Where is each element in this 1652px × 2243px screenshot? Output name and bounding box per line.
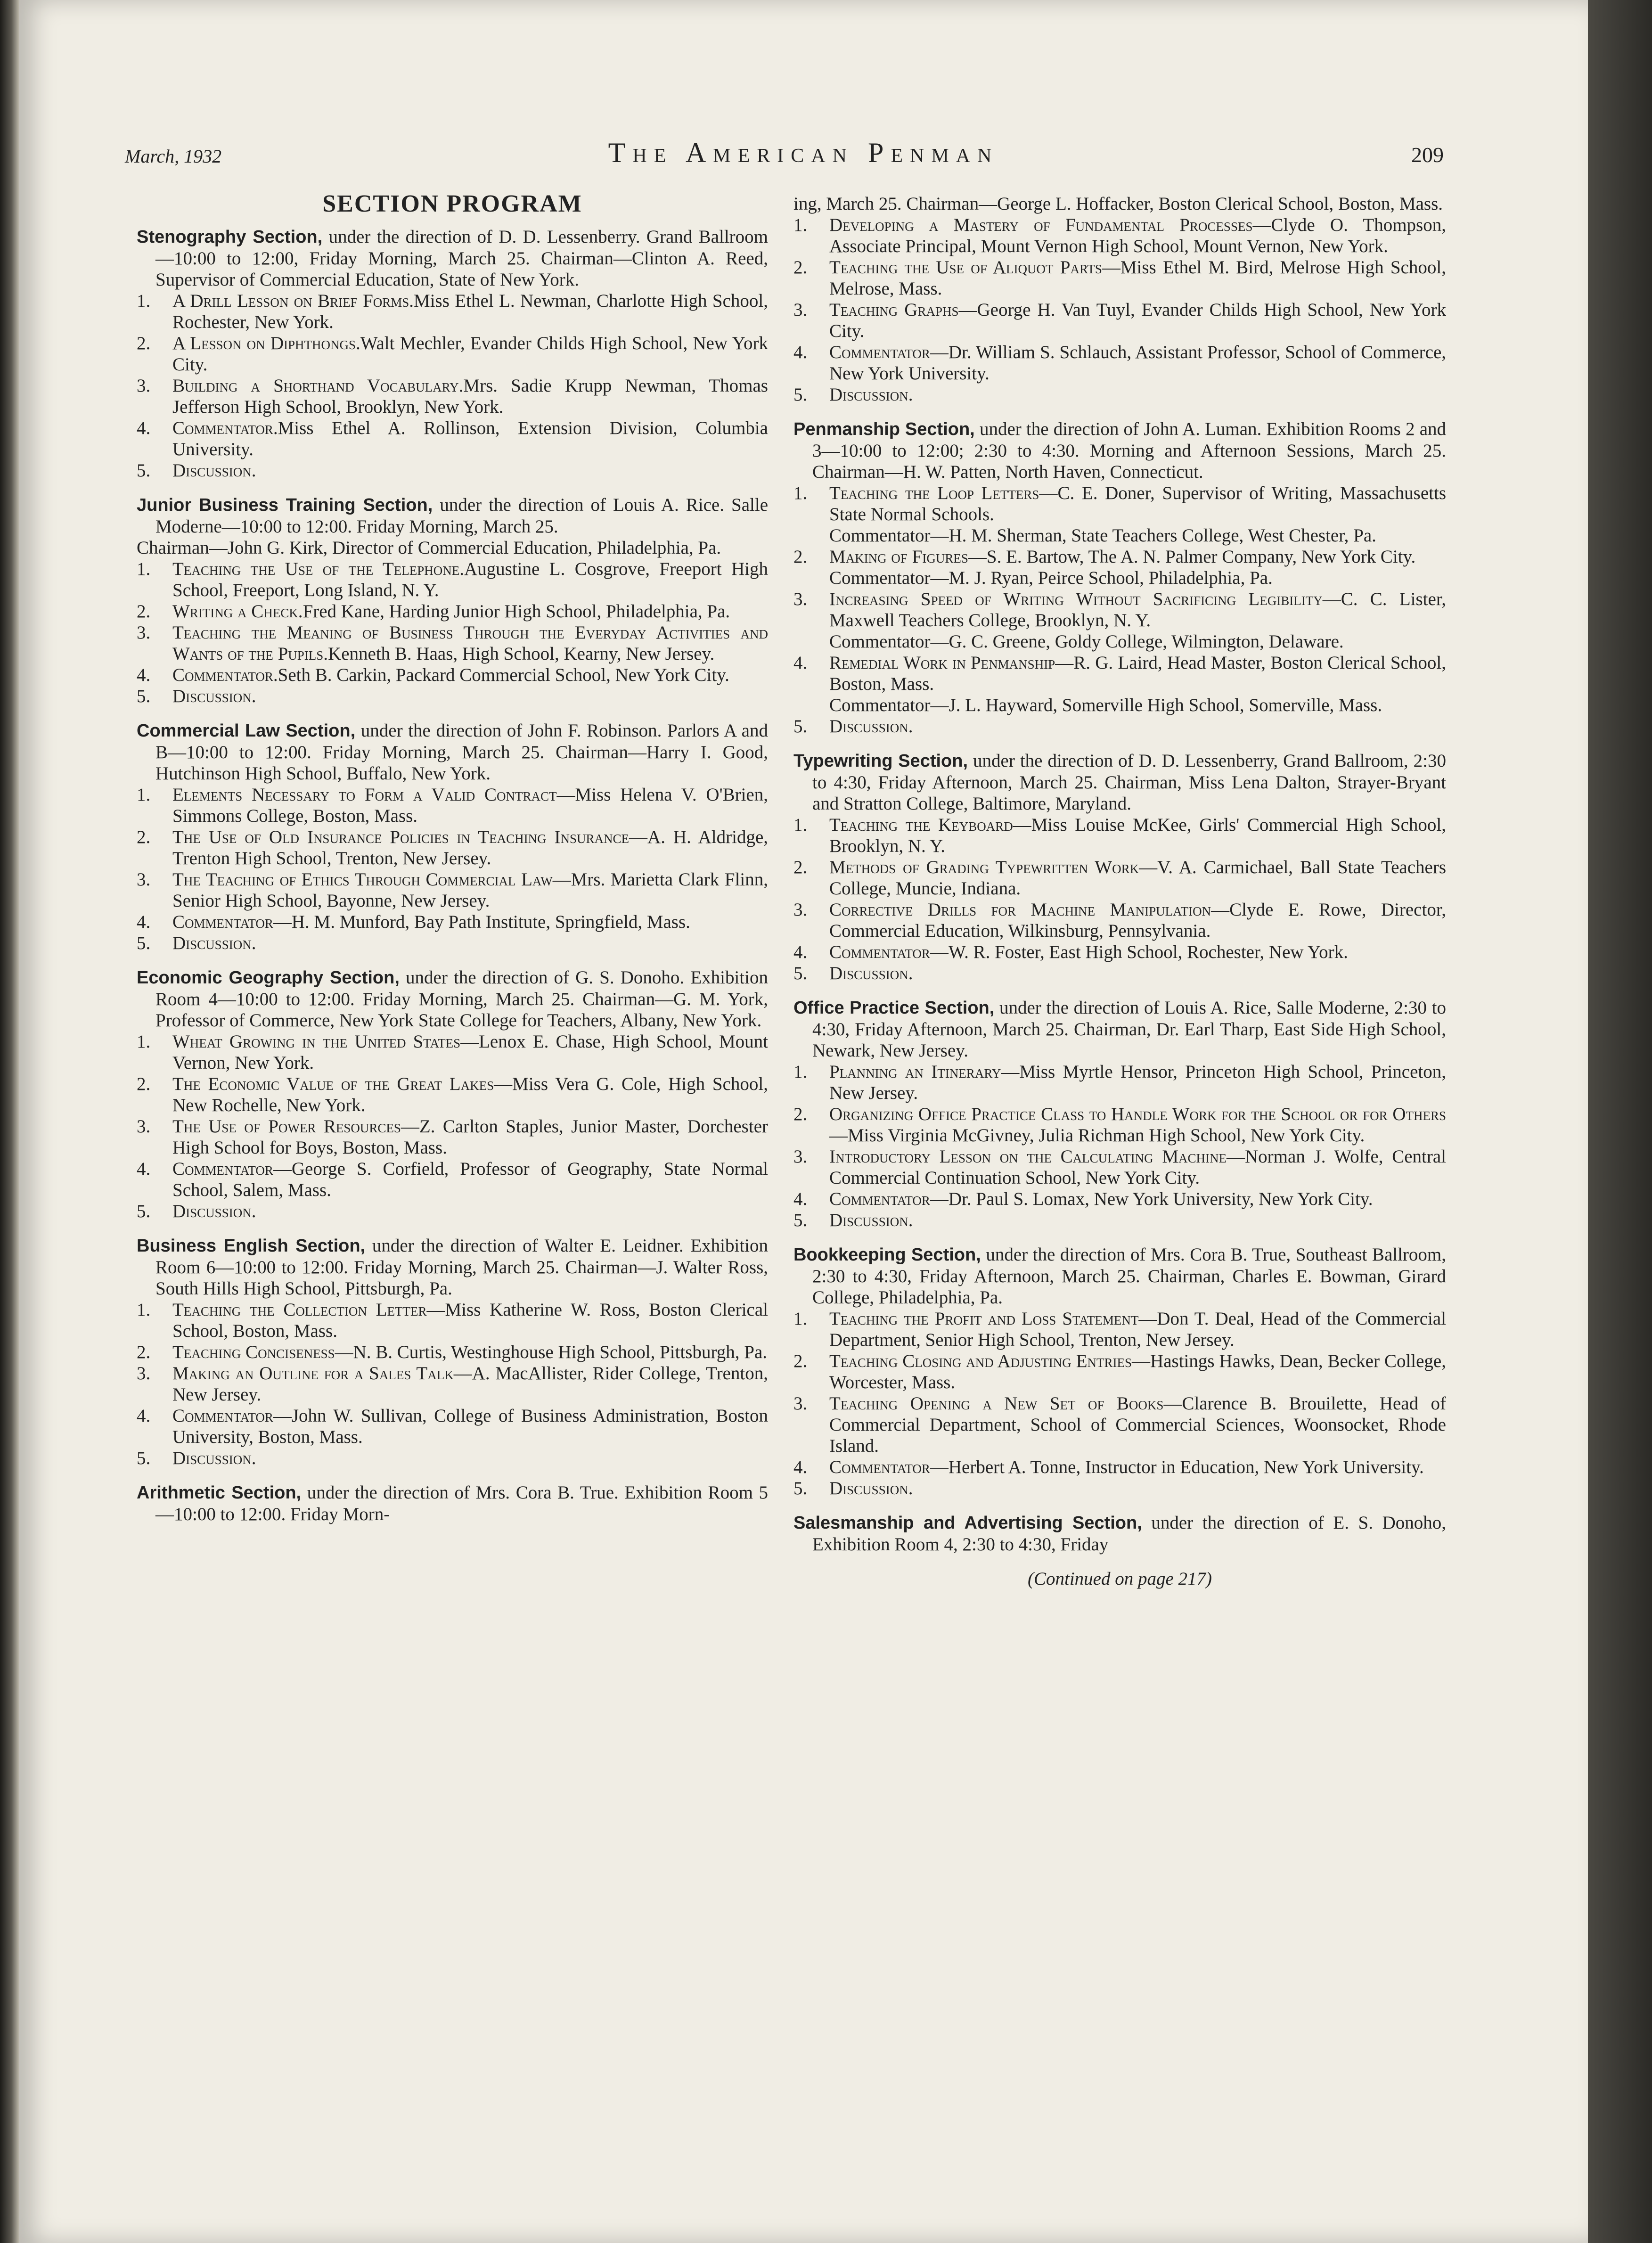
section-description: under the direction of E. S. Donoho, Exhibition Room 4, 2:30 to 4:30, Friday bbox=[812, 1513, 1447, 1555]
left-column bbox=[137, 190, 769, 1538]
section-items bbox=[137, 1299, 768, 1469]
section-description: under the direction of D. D. Lessenberry, Grand Ballroom, 2:30 to 4:30, Friday Afternoon, March 25. Chairman, Miss Lena Dalton, Strayer-Bryant and Stratton College, Baltimore, Maryland. bbox=[812, 751, 1447, 814]
program-item bbox=[793, 1146, 1446, 1188]
program-item bbox=[793, 257, 1446, 299]
item-details: —Miss Vera G. Cole, High School, New Rochelle, New York. bbox=[172, 1074, 768, 1115]
program-item bbox=[793, 941, 1446, 963]
section-description: under the direction of John F. Robinson. Parlors A and B—10:00 to 12:00. Friday Morning, March 25. Chairman—Harry I. Good, Hutchinson High School, Buffalo, New York. bbox=[155, 720, 768, 784]
item-topic: Teaching the Meaning of Business Through the Everyday Activities and Wants of the Pupils. bbox=[172, 622, 768, 664]
program-section bbox=[793, 1244, 1446, 1499]
item-number: 4. bbox=[793, 342, 808, 362]
section-title: Salesmanship and Advertising Section, bbox=[793, 1513, 1142, 1533]
item-number: 2. bbox=[137, 1342, 151, 1362]
program-section bbox=[793, 750, 1446, 984]
item-number: 3. bbox=[793, 589, 808, 609]
item-number: 5. bbox=[137, 933, 151, 953]
item-number: 3. bbox=[137, 622, 151, 643]
item-number: 2. bbox=[793, 1104, 808, 1124]
item-topic: The Teaching of Ethics Through Commercial Law bbox=[172, 869, 553, 890]
program-section bbox=[137, 720, 768, 954]
item-number: 3. bbox=[793, 1393, 808, 1414]
item-number: 5. bbox=[793, 1210, 808, 1230]
item-number: 5. bbox=[137, 460, 151, 481]
item-number: 2. bbox=[793, 857, 808, 877]
item-number: 4. bbox=[793, 1457, 808, 1477]
item-details: —A. H. Aldridge, Trenton High School, Trenton, New Jersey. bbox=[172, 827, 769, 868]
item-topic: Commentator. bbox=[172, 418, 278, 438]
running-head bbox=[19, 137, 1588, 179]
item-number: 4. bbox=[137, 418, 151, 438]
item-details: Walt Mechler, Evander Childs High School, New York City. bbox=[172, 333, 768, 375]
program-item bbox=[137, 911, 768, 933]
program-item bbox=[137, 933, 768, 954]
item-number: 3. bbox=[793, 300, 808, 320]
item-number: 2. bbox=[137, 333, 151, 353]
program-item bbox=[793, 1308, 1446, 1351]
program-section bbox=[137, 1482, 768, 1525]
item-details: —Miss Helena V. O'Brien, Simmons College, Boston, Mass. bbox=[172, 785, 768, 826]
section-title: Junior Business Training Section, bbox=[137, 495, 433, 515]
section-items bbox=[137, 1031, 768, 1222]
item-number: 2. bbox=[137, 1074, 151, 1094]
program-item bbox=[137, 333, 768, 375]
item-topic: Teaching the Use of Aliquot Parts bbox=[829, 257, 1102, 278]
section-intro bbox=[137, 226, 768, 290]
item-topic: Discussion. bbox=[172, 1201, 256, 1221]
continued-note: (Continued on page 217) bbox=[1027, 1569, 1212, 1589]
item-details: —Hastings Hawks, Dean, Becker College, Worcester, Mass. bbox=[829, 1351, 1446, 1392]
item-number: 5. bbox=[793, 963, 808, 983]
item-details: Miss Ethel L. Newman, Charlotte High School, Rochester, New York. bbox=[172, 291, 768, 332]
item-number: 4. bbox=[793, 653, 808, 673]
item-number: 4. bbox=[793, 1189, 808, 1209]
item-number: 5. bbox=[793, 1478, 808, 1498]
item-details: Miss Ethel A. Rollinson, Extension Division, Columbia University. bbox=[172, 418, 768, 459]
item-details: —Miss Myrtle Hensor, Princeton High School, Princeton, New Jersey. bbox=[829, 1062, 1446, 1103]
program-item bbox=[137, 1116, 768, 1158]
item-details: —Clarence B. Brouilette, Head of Commercial Department, School of Commercial Sciences, Woonsocket, Rhode Island. bbox=[829, 1393, 1446, 1456]
background-edge bbox=[1588, 0, 1652, 2243]
program-item bbox=[137, 1299, 768, 1342]
program-item bbox=[793, 589, 1446, 652]
program-item bbox=[793, 652, 1446, 716]
item-number: 5. bbox=[793, 716, 808, 737]
section-title: Typewriting Section, bbox=[793, 751, 968, 771]
item-number: 3. bbox=[137, 869, 151, 890]
item-commentator: Commentator—J. L. Hayward, Somerville High School, Somerville, Mass. bbox=[829, 695, 1382, 715]
item-topic: Commentator bbox=[829, 342, 930, 362]
issue-date: March, 1932 bbox=[125, 146, 222, 167]
program-section bbox=[137, 494, 768, 707]
item-commentator: Commentator—M. J. Ryan, Peirce School, Philadelphia, Pa. bbox=[829, 568, 1273, 588]
item-number: 5. bbox=[137, 1448, 151, 1468]
item-topic: Corrective Drills for Machine Manipulation bbox=[829, 900, 1211, 920]
program-item bbox=[793, 214, 1446, 257]
section-description: under the direction of G. S. Donoho. Exhibition Room 4—10:00 to 12:00. Friday Morning, March 25. Chairman—G. M. York, Professor of Commerce, New York State College for Teachers, Albany, New York. bbox=[155, 967, 768, 1031]
section-intro bbox=[137, 967, 768, 1031]
program-item bbox=[793, 857, 1446, 899]
item-topic: Commentator bbox=[172, 912, 273, 932]
item-details: —George H. Van Tuyl, Evander Childs High School, New York City. bbox=[829, 300, 1447, 341]
left-sections bbox=[137, 226, 768, 1525]
section-intro bbox=[137, 720, 768, 784]
item-details: —Miss Ethel M. Bird, Melrose High School, Melrose, Mass. bbox=[829, 257, 1446, 299]
item-number: 4. bbox=[137, 912, 151, 932]
item-number: 2. bbox=[137, 827, 151, 847]
item-details: —S. E. Bartow, The A. N. Palmer Company, New York City. bbox=[968, 547, 1416, 567]
item-details: —Clyde O. Thompson, Associate Principal, Mount Vernon High School, Mount Vernon, New York. bbox=[829, 215, 1446, 256]
program-item bbox=[137, 290, 768, 333]
program-item bbox=[137, 622, 768, 664]
item-topic: Teaching Conciseness bbox=[172, 1342, 335, 1362]
item-commentator: Commentator—H. M. Sherman, State Teachers College, West Chester, Pa. bbox=[829, 525, 1376, 546]
item-topic: Writing a Check. bbox=[172, 601, 303, 622]
section-title: Bookkeeping Section, bbox=[793, 1245, 981, 1265]
program-item bbox=[137, 1342, 768, 1363]
item-number: 1. bbox=[137, 1300, 151, 1320]
item-topic: Organizing Office Practice Class to Handle Work for the School or for Others bbox=[829, 1104, 1446, 1124]
item-topic: Wheat Growing in the United States bbox=[172, 1031, 461, 1052]
program-item bbox=[137, 869, 768, 911]
item-details: —C. C. Lister, Maxwell Teachers College, Brooklyn, N. Y. bbox=[829, 589, 1446, 630]
item-topic: The Use of Power Resources bbox=[172, 1116, 401, 1137]
item-details: —V. A. Carmichael, Ball State Teachers College, Muncie, Indiana. bbox=[829, 857, 1447, 899]
item-details: —W. R. Foster, East High School, Rochester, New York. bbox=[930, 942, 1348, 962]
item-details: Mrs. Sadie Krupp Newman, Thomas Jefferson High School, Brooklyn, New York. bbox=[172, 376, 768, 417]
item-details: —Miss Louise McKee, Girls' Commercial High School, Brooklyn, N. Y. bbox=[829, 815, 1447, 856]
item-number: 2. bbox=[793, 547, 808, 567]
continuation-intro: ing, March 25. Chairman—George L. Hoffacker, Boston Clerical School, Boston, Mass. bbox=[793, 194, 1443, 214]
section-intro bbox=[793, 1512, 1446, 1555]
program-item bbox=[793, 1104, 1446, 1146]
item-topic: Commentator bbox=[172, 1406, 273, 1426]
item-commentator: Commentator—G. C. Greene, Goldy College, Wilmington, Delaware. bbox=[829, 631, 1344, 652]
section-intro bbox=[137, 494, 768, 537]
program-item bbox=[137, 558, 768, 601]
program-title: SECTION PROGRAM bbox=[322, 190, 582, 217]
item-details: —Mrs. Marietta Clark Flinn, Senior High School, Bayonne, New Jersey. bbox=[172, 869, 769, 911]
item-topic: Commentator. bbox=[172, 665, 278, 685]
item-details: —George S. Corfield, Professor of Geography, State Normal School, Salem, Mass. bbox=[172, 1159, 768, 1200]
item-details: —Miss Virginia McGivney, Julia Richman High School, New York City. bbox=[829, 1125, 1365, 1146]
program-section bbox=[137, 967, 768, 1222]
program-item bbox=[793, 963, 1446, 984]
section-intro bbox=[793, 997, 1446, 1061]
item-number: 1. bbox=[793, 1062, 808, 1082]
program-item bbox=[793, 384, 1446, 405]
item-details: —C. E. Doner, Supervisor of Writing, Massachusetts State Normal Schools. bbox=[829, 483, 1446, 524]
program-item bbox=[137, 601, 768, 622]
section-items bbox=[137, 784, 768, 954]
program-item bbox=[137, 1405, 768, 1448]
binding-spine bbox=[0, 0, 19, 2243]
section-intro bbox=[793, 1244, 1446, 1308]
item-topic: Teaching Opening a New Set of Books bbox=[829, 1393, 1164, 1414]
program-item bbox=[137, 375, 768, 417]
page-number: 209 bbox=[1411, 143, 1444, 167]
program-item bbox=[137, 1448, 768, 1469]
continuation-items bbox=[793, 214, 1446, 405]
program-item bbox=[793, 814, 1446, 857]
item-topic: Introductory Lesson on the Calculating Machine bbox=[829, 1146, 1227, 1167]
program-item bbox=[793, 342, 1446, 384]
item-topic: Teaching the Profit and Loss Statement bbox=[829, 1309, 1139, 1329]
item-number: 2. bbox=[137, 601, 151, 622]
section-description: under the direction of D. D. Lessenberry. Grand Ballroom—10:00 to 12:00, Friday Morning, March 25. Chairman—Clinton A. Reed, Supervisor of Commercial Education, State of New York. bbox=[155, 227, 769, 290]
program-item bbox=[793, 1351, 1446, 1393]
item-number: 1. bbox=[137, 291, 151, 311]
item-details: —N. B. Curtis, Westinghouse High School, Pittsburgh, Pa. bbox=[335, 1342, 768, 1362]
program-item bbox=[793, 1210, 1446, 1231]
program-item bbox=[137, 1031, 768, 1073]
item-topic: Discussion. bbox=[172, 460, 256, 481]
item-number: 1. bbox=[793, 483, 808, 503]
item-number: 3. bbox=[137, 1116, 151, 1137]
program-item bbox=[137, 1363, 768, 1405]
item-topic: Commentator bbox=[829, 942, 930, 962]
item-number: 4. bbox=[137, 1159, 151, 1179]
program-item bbox=[137, 827, 768, 869]
section-title: Commercial Law Section, bbox=[137, 721, 356, 741]
item-details: —Herbert A. Tonne, Instructor in Education, New York University. bbox=[930, 1457, 1424, 1477]
item-number: 1. bbox=[793, 1309, 808, 1329]
program-item bbox=[793, 1188, 1446, 1210]
program-item bbox=[793, 716, 1446, 737]
right-sections bbox=[793, 418, 1446, 1555]
item-topic: Discussion. bbox=[829, 1478, 913, 1498]
section-intro bbox=[137, 1482, 768, 1525]
program-item bbox=[137, 664, 768, 686]
item-details: Kenneth B. Haas, High School, Kearny, New Jersey. bbox=[328, 644, 715, 664]
program-item bbox=[793, 1457, 1446, 1478]
arithmetic-continuation bbox=[793, 193, 1446, 405]
section-intro bbox=[793, 750, 1446, 814]
section-intro bbox=[793, 418, 1446, 483]
item-topic: Discussion. bbox=[829, 963, 913, 983]
item-details: Fred Kane, Harding Junior High School, Philadelphia, Pa. bbox=[303, 601, 730, 622]
program-item bbox=[137, 686, 768, 707]
program-item bbox=[793, 1478, 1446, 1499]
program-item bbox=[793, 546, 1446, 589]
program-item bbox=[793, 1061, 1446, 1104]
item-details: —John W. Sullivan, College of Business Administration, Boston University, Boston, Mass. bbox=[172, 1406, 768, 1447]
item-details: —Z. Carlton Staples, Junior Master, Dorchester High School for Boys, Boston, Mass. bbox=[172, 1116, 768, 1158]
item-number: 3. bbox=[793, 900, 808, 920]
item-topic: Teaching the Keyboard bbox=[829, 815, 1013, 835]
program-item bbox=[793, 899, 1446, 941]
section-title: Penmanship Section, bbox=[793, 419, 975, 439]
item-topic: Discussion. bbox=[172, 933, 256, 953]
item-details: —Miss Katherine W. Ross, Boston Clerical School, Boston, Mass. bbox=[172, 1300, 768, 1341]
section-description: under the direction of Louis A. Rice, Salle Moderne, 2:30 to 4:30, Friday Afternoon, March 25. Chairman, Dr. Earl Tharp, East Side High School, Newark, New Jersey. bbox=[812, 998, 1447, 1061]
program-item bbox=[137, 1158, 768, 1201]
item-topic: Remedial Work in Penmanship bbox=[829, 653, 1055, 673]
section-items bbox=[137, 290, 768, 481]
item-topic: Commentator bbox=[829, 1189, 930, 1209]
section-chairman: Chairman—John G. Kirk, Director of Commercial Education, Philadelphia, Pa. bbox=[137, 538, 721, 558]
program-item bbox=[793, 1393, 1446, 1457]
item-details: —Norman J. Wolfe, Central Commercial Continuation School, New York City. bbox=[829, 1146, 1446, 1188]
item-details: —Lenox E. Chase, High School, Mount Vernon, New York. bbox=[172, 1031, 768, 1073]
item-topic: Teaching the Use of the Telephone. bbox=[172, 559, 464, 579]
item-number: 3. bbox=[137, 1363, 151, 1383]
item-topic: A Lesson on Diphthongs. bbox=[172, 333, 360, 353]
item-topic: Elements Necessary to Form a Valid Contract bbox=[172, 785, 557, 805]
program-section bbox=[793, 997, 1446, 1231]
item-topic: Developing a Mastery of Fundamental Processes bbox=[829, 215, 1253, 235]
item-number: 1. bbox=[137, 785, 151, 805]
item-number: 1. bbox=[137, 559, 151, 579]
item-topic: Teaching the Loop Letters bbox=[829, 483, 1039, 503]
item-details: Augustine L. Cosgrove, Freeport High School, Freeport, Long Island, N. Y. bbox=[172, 559, 768, 600]
item-topic: The Economic Value of the Great Lakes bbox=[172, 1074, 494, 1094]
section-title: Business English Section, bbox=[137, 1236, 366, 1256]
program-item bbox=[137, 1201, 768, 1222]
item-details: —Dr. Paul S. Lomax, New York University, New York City. bbox=[930, 1189, 1373, 1209]
item-number: 5. bbox=[137, 1201, 151, 1221]
item-topic: Increasing Speed of Writing Without Sacrificing Legibility bbox=[829, 589, 1323, 609]
section-description: under the direction of Walter E. Leidner. Exhibition Room 6—10:00 to 12:00. Friday Morning, March 25. Chairman—J. Walter Ross, South Hills High School, Pittsburgh, Pa. bbox=[155, 1236, 768, 1299]
section-title: Stenography Section, bbox=[137, 227, 323, 247]
item-topic: Building a Shorthand Vocabulary. bbox=[172, 376, 464, 396]
right-column bbox=[793, 193, 1446, 1589]
item-details: —R. G. Laird, Head Master, Boston Clerical School, Boston, Mass. bbox=[829, 653, 1447, 694]
item-topic: Making of Figures bbox=[829, 547, 968, 567]
item-topic: Planning an Itinerary bbox=[829, 1062, 1001, 1082]
item-details: —Dr. William S. Schlauch, Assistant Professor, School of Commerce, New York University. bbox=[829, 342, 1446, 384]
section-items bbox=[793, 1061, 1446, 1231]
item-number: 5. bbox=[137, 686, 151, 706]
item-number: 3. bbox=[137, 376, 151, 396]
item-topic: The Use of Old Insurance Policies in Teaching Insurance bbox=[172, 827, 630, 847]
section-items bbox=[793, 814, 1446, 984]
item-topic: Commentator bbox=[172, 1159, 273, 1179]
item-topic: Discussion. bbox=[172, 686, 256, 706]
item-topic: Methods of Grading Typewritten Work bbox=[829, 857, 1139, 877]
item-number: 3. bbox=[793, 1146, 808, 1167]
item-number: 2. bbox=[793, 257, 808, 278]
item-topic: Teaching Graphs bbox=[829, 300, 959, 320]
magazine-page bbox=[19, 0, 1588, 2243]
item-topic: Discussion. bbox=[829, 716, 913, 737]
item-details: —A. MacAllister, Rider College, Trenton, New Jersey. bbox=[172, 1363, 768, 1405]
section-description: under the direction of John A. Luman. Exhibition Rooms 2 and 3—10:00 to 12:00; 2:30 to 4:30. Morning and Afternoon Sessions, March 25. Chairman—H. W. Patten, North Haven, Connecticut. bbox=[812, 419, 1447, 482]
section-items bbox=[793, 483, 1446, 737]
magazine-title: The American Penman bbox=[608, 137, 999, 168]
program-item bbox=[137, 417, 768, 460]
section-description: under the direction of Mrs. Cora B. True, Southeast Ballroom, 2:30 to 4:30, Friday Afternoon, March 25. Chairman, Charles E. Bowman, Girard College, Philadelphia, Pa. bbox=[812, 1244, 1447, 1308]
program-item bbox=[793, 483, 1446, 546]
item-details: —Clyde E. Rowe, Director, Commercial Education, Wilkinsburg, Pennsylvania. bbox=[829, 900, 1446, 941]
item-topic: Teaching Closing and Adjusting Entries bbox=[829, 1351, 1132, 1371]
item-number: 1. bbox=[793, 215, 808, 235]
section-items bbox=[793, 1308, 1446, 1499]
section-title: Arithmetic Section, bbox=[137, 1483, 302, 1503]
program-section bbox=[793, 1512, 1446, 1555]
item-topic: Making an Outline for a Sales Talk bbox=[172, 1363, 454, 1383]
item-details: —H. M. Munford, Bay Path Institute, Springfield, Mass. bbox=[273, 912, 690, 932]
section-description: under the direction of Louis A. Rice. Salle Moderne—10:00 to 12:00. Friday Morning, March 25. bbox=[155, 495, 769, 537]
item-topic: Teaching the Collection Letter bbox=[172, 1300, 427, 1320]
item-topic: Discussion. bbox=[829, 385, 913, 405]
section-intro bbox=[137, 1235, 768, 1299]
item-number: 5. bbox=[793, 385, 808, 405]
item-topic: A Drill Lesson on Brief Forms. bbox=[172, 291, 414, 311]
program-section bbox=[793, 418, 1446, 737]
program-item bbox=[137, 1073, 768, 1116]
item-number: 4. bbox=[793, 942, 808, 962]
item-details: —Don T. Deal, Head of the Commercial Department, Senior High School, Trenton, New Jersey. bbox=[829, 1309, 1447, 1350]
item-number: 2. bbox=[793, 1351, 808, 1371]
section-description: under the direction of Mrs. Cora B. True. Exhibition Room 5—10:00 to 12:00. Friday Morn- bbox=[155, 1482, 768, 1524]
item-topic: Commentator bbox=[829, 1457, 930, 1477]
item-number: 1. bbox=[793, 815, 808, 835]
section-items bbox=[137, 558, 768, 707]
program-section bbox=[137, 226, 768, 481]
program-item bbox=[137, 784, 768, 827]
item-details: Seth B. Carkin, Packard Commercial School, New York City. bbox=[278, 665, 729, 685]
section-title: Economic Geography Section, bbox=[137, 968, 400, 988]
program-item bbox=[793, 299, 1446, 342]
section-title: Office Practice Section, bbox=[793, 998, 995, 1018]
item-topic: Discussion. bbox=[829, 1210, 913, 1230]
item-topic: Discussion. bbox=[172, 1448, 256, 1468]
item-number: 1. bbox=[137, 1031, 151, 1052]
item-number: 4. bbox=[137, 665, 151, 685]
program-item bbox=[137, 460, 768, 481]
item-number: 4. bbox=[137, 1406, 151, 1426]
program-section bbox=[137, 1235, 768, 1469]
